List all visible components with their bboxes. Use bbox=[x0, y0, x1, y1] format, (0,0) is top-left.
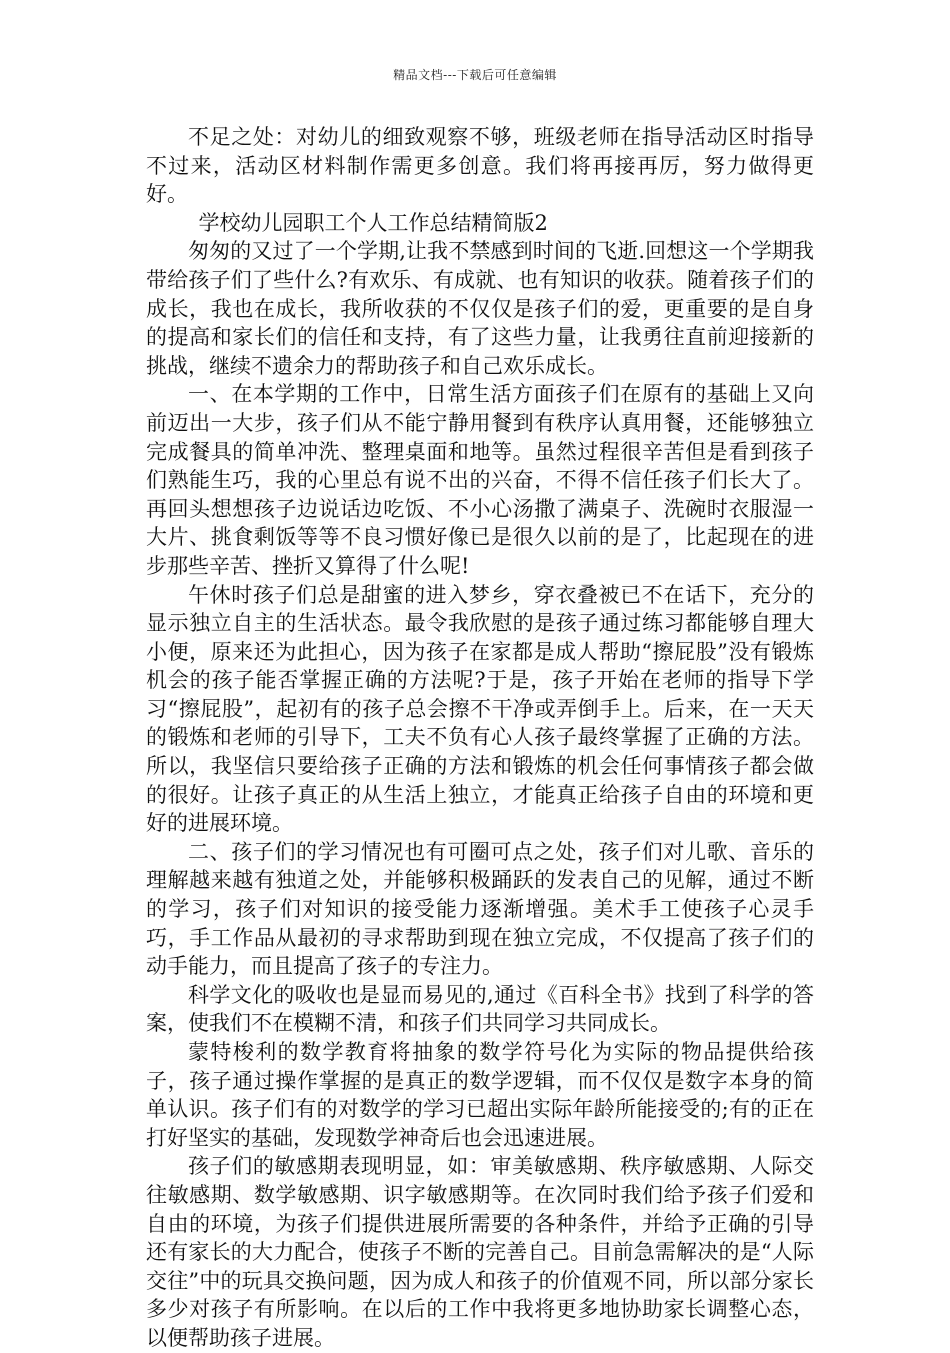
paragraph-math: 蒙特梭利的数学教育将抽象的数学符号化为实际的物品提供给孩子，孩子通过操作掌握的是真正的数学逻辑，而不仅仅是数字本身的简单认识。孩子们有的对数学的学习已超出实际年龄所能接受的;有的正在打好坚实的基础，发现数学神奇后也会迅速进展。 bbox=[146, 1040, 814, 1150]
paragraph-daily-life: 一、在本学期的工作中，日常生活方面孩子们在原有的基础上又向前迈出一大步，孩子们从不能宁静用餐到有秩序认真用餐，还能够独立完成餐具的简单冲洗、整理桌面和地等。虽然过程很辛苦但是看到孩子们熟能生巧，我的心里总有说不出的兴奋，不得不信任孩子们长大了。再回头想想孩子边说话边吃饭、不小心汤撒了满桌子、洗碗时衣服湿一大片、挑食剩饭等等不良习惯好像已是很久以前的是了，比起现在的进步那些辛苦、挫折又算得了什么呢! bbox=[146, 382, 814, 578]
paragraph-intro: 匆匆的又过了一个学期,让我不禁感到时间的飞逝.回想这一个学期我带给孩子们了些什么?有欢乐、有成就、也有知识的收获。随着孩子们的成长，我也在成长，我所收获的不仅仅是孩子们的爱，更重要的是自身的提高和家长们的信任和支持，有了这些力量，让我勇往直前迎接新的挑战，继续不遗余力的帮助孩子和自己欢乐成长。 bbox=[146, 239, 814, 378]
paragraph-learning: 二、孩子们的学习情况也有可圈可点之处，孩子们对儿歌、音乐的理解越来越有独道之处，并能够积极踊跃的发表自己的见解，通过不断的学习，孩子们对知识的接受能力逐渐增强。美术手工使孩子心灵手巧，手工作品从最初的寻求帮助到现在独立完成，不仅提高了孩子们的动手能力，而且提高了孩子的专注力。 bbox=[146, 839, 814, 979]
paragraph-shortcomings: 不足之处：对幼儿的细致观察不够，班级老师在指导活动区时指导不过来，活动区材料制作需更多创意。我们将再接再厉，努力做得更好。 bbox=[146, 125, 814, 207]
section-title: 学校幼儿园职工个人工作总结精简版2 bbox=[198, 210, 548, 235]
paragraph-sensitive-periods: 孩子们的敏感期表现明显，如：审美敏感期、秩序敏感期、人际交往敏感期、数学敏感期、识字敏感期等。在次同时我们给予孩子们爱和自由的环境，为孩子们提供进展所需要的各种条件，并给予正确的引导还有家长的大力配合，使孩子不断的完善自己。目前急需解决的是“人际交往”中的玩具交换问题，因为成人和孩子的价值观不同，所以部分家长多少对孩子有所影响。在以后的工作中我将更多地协助家长调整心态，以便帮助孩子进展。 bbox=[146, 1154, 814, 1350]
paragraph-science: 科学文化的吸收也是显而易见的,通过《百科全书》找到了科学的答案，使我们不在模糊不清，和孩子们共同学习共同成长。 bbox=[146, 982, 814, 1036]
document-body bbox=[146, 123, 814, 1353]
page-header: 精品文档---下载后可任意编辑 bbox=[393, 68, 557, 82]
paragraph-nap-time: 午休时孩子们总是甜蜜的进入梦乡，穿衣叠被已不在话下，充分的显示独立自主的生活状态。最令我欣慰的是孩子通过练习都能够自理大小便，原来还为此担心，因为孩子在家都是成人帮助“擦屁股”没有锻炼机会的孩子能否掌握正确的方法呢?于是，孩子开始在老师的指导下学习“擦屁股”，起初有的孩子总会擦不干净或弄倒手上。后来，在一天天的锻炼和老师的引导下，工夫不负有心人孩子最终掌握了正确的方法。所以，我坚信只要给孩子正确的方法和锻炼的机会任何事情孩子都会做的很好。让孩子真正的从生活上独立，才能真正给孩子自由的环境和更好的进展环境。 bbox=[146, 582, 814, 836]
